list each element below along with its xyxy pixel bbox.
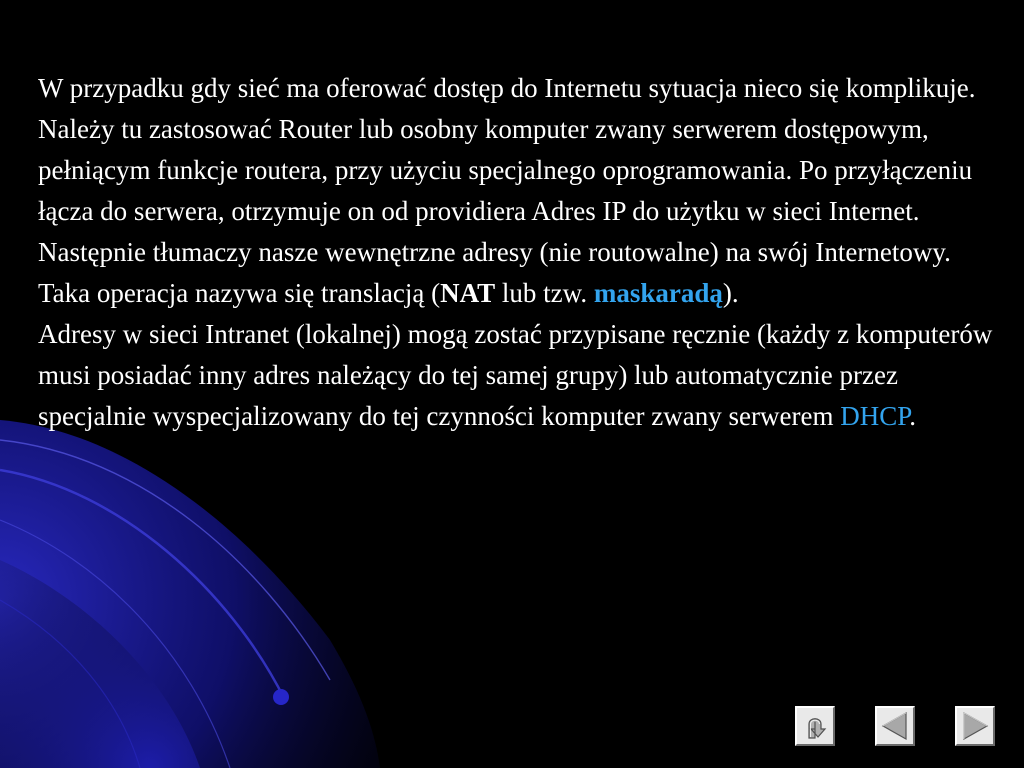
paragraph-dhcp-text: Adresy w sieci Intranet (lokalnej) mogą zostać przypisane ręcznie (każdy z komputerów musi posiadać inny adres należący do tej samej grupy) lub automatycznie przez specjalnie wyspecjalizowany do tej czynności komputer zwany serwerem bbox=[38, 319, 993, 431]
paragraph-dhcp-end: . bbox=[909, 401, 916, 431]
next-slide-button[interactable] bbox=[955, 706, 995, 746]
triangle-left-icon bbox=[877, 708, 913, 744]
dhcp-term: DHCP bbox=[840, 401, 910, 431]
decor-dot bbox=[273, 689, 289, 705]
slide-body-text bbox=[38, 68, 998, 437]
triangle-right-icon bbox=[957, 708, 993, 744]
paragraph-nat bbox=[38, 68, 998, 314]
nat-term: NAT bbox=[440, 278, 496, 308]
paragraph-nat-end: ). bbox=[722, 278, 739, 308]
paragraph-nat-text: W przypadku gdy sieć ma oferować dostęp do Internetu sytuacja nieco się komplikuje. Należy tu zastosować Router lub osobny komputer zwany serwerem dostępowym, pełniącym funkcje routera, przy użyciu specjalnego oprogramowania. Po przyłączeniu łącza do serwera, otrzymuje on od providiera Adres IP do użytku w sieci Internet. Następnie tłumaczy nasze wewnętrzne adresy (nie routowalne) na swój Internetowy. Taka operacja nazywa się translacją ( bbox=[38, 73, 976, 308]
previous-slide-button[interactable] bbox=[875, 706, 915, 746]
return-arrow-icon bbox=[797, 708, 833, 744]
return-button[interactable] bbox=[795, 706, 835, 746]
paragraph-nat-middle: lub tzw. bbox=[495, 278, 594, 308]
maskarada-term: maskaradą bbox=[593, 278, 723, 308]
paragraph-dhcp bbox=[38, 314, 998, 437]
